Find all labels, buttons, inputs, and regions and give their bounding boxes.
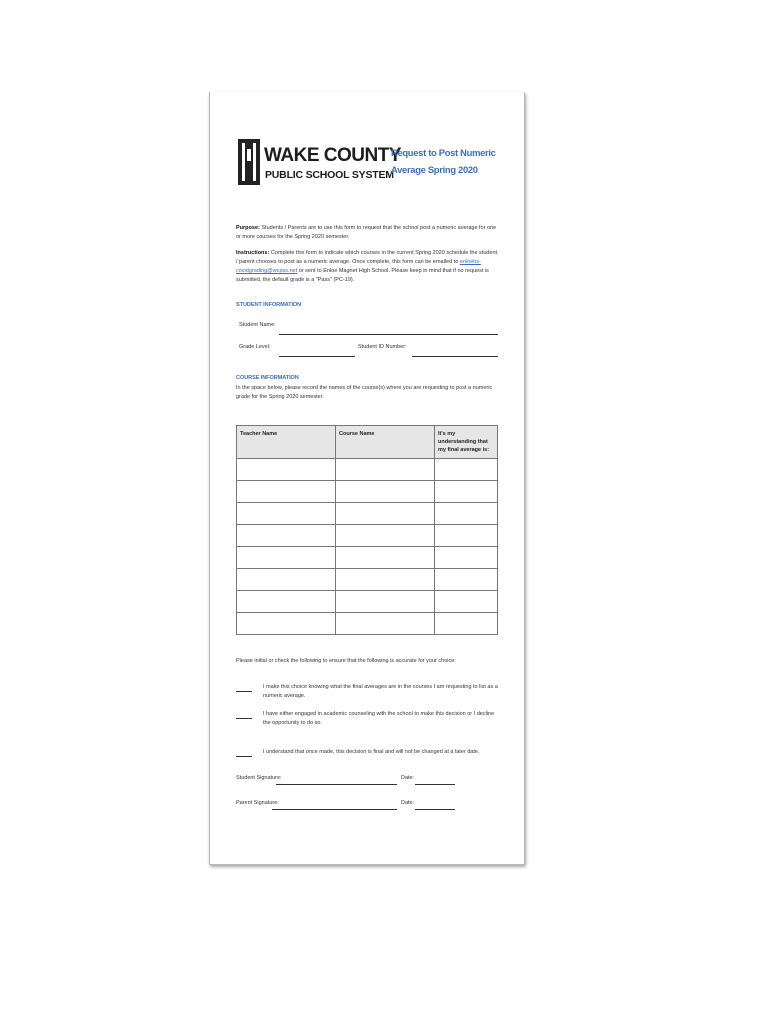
- final-average-cell[interactable]: [435, 569, 498, 591]
- table-row: [237, 525, 498, 547]
- purpose-text: Students / Parents are to use this form to request that the school post a numeric average for one or more courses for the Spring 2020 semester.: [236, 225, 497, 240]
- ack-text-1: I make this choice knowing what the final averages are in the courses I am requesting to list as a numeric average.: [263, 684, 498, 699]
- logo-line1: WAKE COUNTY: [264, 145, 401, 166]
- title-line1: Request to Post Numeric: [391, 147, 496, 158]
- student-date-label: Date:: [401, 775, 415, 781]
- final-average-cell[interactable]: [435, 503, 498, 525]
- final-average-cell[interactable]: [435, 459, 498, 481]
- course-name-cell[interactable]: [336, 503, 435, 525]
- email-link[interactable]: enloehs-covidgrading@wcpss.net: [236, 259, 481, 274]
- student-signature-field[interactable]: [276, 784, 397, 785]
- purpose-paragraph: [236, 224, 498, 242]
- ack-text-3: I understand that once made, this decision is final and will not be changed at a later date.: [263, 749, 480, 755]
- course-info-heading: COURSE INFORMATION: [236, 375, 299, 381]
- instructions-label: Instructions:: [236, 250, 270, 256]
- parent-signature-label: Parent Signature:: [236, 800, 279, 806]
- instructions-text-before: Complete this form to indicate which courses in the current Spring 2020 schedule the student / parent chooses to post as a numeric average. Once complete, this form can be emailed to: [236, 250, 498, 265]
- ack-initial-field-1[interactable]: [236, 691, 252, 692]
- table-row: [237, 503, 498, 525]
- student-name-field[interactable]: [279, 334, 498, 335]
- logo-line2: PUBLIC SCHOOL SYSTEM: [265, 169, 394, 181]
- final-average-cell[interactable]: [435, 613, 498, 635]
- student-date-field[interactable]: [415, 784, 455, 785]
- teacher-name-cell[interactable]: [237, 569, 336, 591]
- student-signature-label: Student Signature:: [236, 775, 282, 781]
- final-average-cell[interactable]: [435, 547, 498, 569]
- teacher-name-cell[interactable]: [237, 525, 336, 547]
- parent-date-field[interactable]: [415, 809, 455, 810]
- col-final-average: It's my understanding that my final average is:: [435, 426, 498, 459]
- student-id-field[interactable]: [412, 356, 498, 357]
- parent-signature-field[interactable]: [272, 809, 397, 810]
- course-name-cell[interactable]: [336, 459, 435, 481]
- course-name-cell[interactable]: [336, 591, 435, 613]
- final-average-cell[interactable]: [435, 481, 498, 503]
- teacher-name-cell[interactable]: [237, 481, 336, 503]
- teacher-name-cell[interactable]: [237, 613, 336, 635]
- grade-level-field[interactable]: [279, 356, 355, 357]
- table-row: [237, 591, 498, 613]
- final-average-cell[interactable]: [435, 525, 498, 547]
- logo-mark-icon: [238, 139, 260, 185]
- student-name-label: Student Name:: [239, 322, 276, 328]
- grade-level-label: Grade Level:: [239, 344, 271, 350]
- ack-item-2: [236, 710, 498, 730]
- instructions-paragraph: [236, 249, 498, 285]
- col-teacher-name: Teacher Name: [237, 426, 336, 459]
- document-page: [209, 92, 525, 865]
- ack-text-2: I have either engaged in academic counseling with the school to make this decision or I decline the opportunity to do so.: [263, 711, 495, 726]
- ack-initial-field-2[interactable]: [236, 718, 252, 719]
- teacher-name-cell[interactable]: [237, 547, 336, 569]
- course-name-cell[interactable]: [336, 569, 435, 591]
- table-row: [237, 547, 498, 569]
- teacher-name-cell[interactable]: [237, 459, 336, 481]
- course-name-cell[interactable]: [336, 481, 435, 503]
- ack-item-3: [236, 748, 498, 758]
- purpose-label: Purpose:: [236, 225, 260, 231]
- course-info-text: In the space below, please record the names of the course(s) where you are requesting to post a numeric grade for the Spring 2020 semester.: [236, 385, 493, 400]
- document-title: [391, 144, 511, 178]
- acknowledgement-intro: Please initial or check the following to ensure that the following is accurate for your choice:: [236, 658, 456, 664]
- table-row: [237, 569, 498, 591]
- course-table-header: [237, 426, 498, 459]
- instructions-text-after: or sent to Enloe Magnet High School. Please keep in mind that if no request is submitted, the default grade is a "Pass" (PC-19).: [236, 268, 489, 283]
- course-name-cell[interactable]: [336, 525, 435, 547]
- student-info-heading: STUDENT INFORMATION: [236, 302, 302, 308]
- course-name-cell[interactable]: [336, 613, 435, 635]
- title-line2: Average Spring 2020: [391, 164, 478, 175]
- ack-initial-field-3[interactable]: [236, 756, 252, 757]
- student-id-label: Student ID Number:: [358, 344, 407, 350]
- parent-date-label: Date:: [401, 800, 415, 806]
- col-course-name: Course Name: [336, 426, 435, 459]
- course-name-cell[interactable]: [336, 547, 435, 569]
- table-row: [237, 481, 498, 503]
- teacher-name-cell[interactable]: [237, 591, 336, 613]
- ack-item-1: [236, 683, 498, 699]
- table-row: [237, 459, 498, 481]
- course-table: [236, 425, 498, 635]
- table-row: [237, 613, 498, 635]
- final-average-cell[interactable]: [435, 591, 498, 613]
- teacher-name-cell[interactable]: [237, 503, 336, 525]
